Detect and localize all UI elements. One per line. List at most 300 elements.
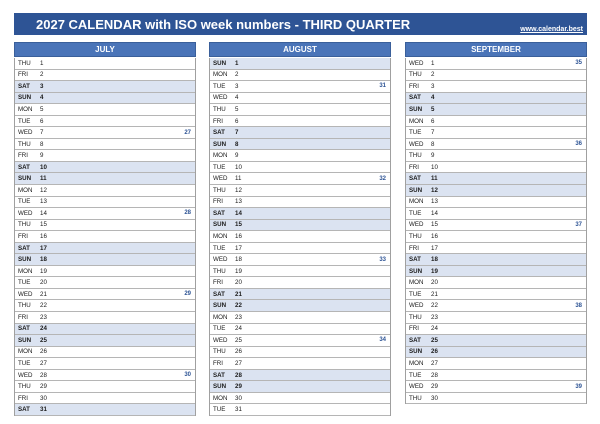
day-row — [406, 197, 586, 209]
weekday-label: MON — [18, 186, 33, 194]
day-row — [210, 404, 390, 416]
day-row — [210, 393, 390, 405]
day-number: 2 — [431, 71, 435, 79]
day-row — [406, 81, 586, 93]
day-number: 15 — [40, 221, 47, 229]
weekday-label: WED — [409, 302, 424, 310]
day-row — [210, 347, 390, 359]
day-number: 3 — [431, 82, 435, 90]
day-number: 18 — [235, 256, 242, 264]
day-row — [406, 335, 586, 347]
weekday-label: SAT — [409, 175, 421, 183]
day-row — [406, 254, 586, 266]
day-row — [15, 197, 195, 209]
day-number: 11 — [431, 175, 438, 183]
weekday-label: FRI — [409, 244, 419, 252]
day-number: 18 — [431, 256, 438, 264]
weekday-label: MON — [18, 348, 33, 356]
weekday-label: FRI — [409, 325, 419, 333]
iso-week-number: 38 — [575, 302, 582, 309]
day-number: 20 — [235, 279, 242, 287]
weekday-label: TUE — [409, 371, 422, 379]
day-row — [406, 300, 586, 312]
weekday-label: WED — [18, 129, 33, 137]
day-row — [210, 358, 390, 370]
weekday-label: WED — [18, 209, 33, 217]
weekday-label: TUE — [213, 406, 226, 414]
iso-week-number: 32 — [379, 175, 386, 182]
day-row — [15, 231, 195, 243]
day-row — [406, 220, 586, 232]
iso-week-number: 37 — [575, 221, 582, 228]
iso-week-number: 27 — [184, 129, 191, 136]
day-row — [406, 162, 586, 174]
day-row — [210, 381, 390, 393]
weekday-label: WED — [213, 94, 228, 102]
day-row — [406, 324, 586, 336]
day-row — [210, 220, 390, 232]
day-number: 3 — [40, 82, 44, 90]
day-number: 28 — [431, 371, 438, 379]
day-row — [210, 185, 390, 197]
weekday-label: FRI — [409, 163, 419, 171]
iso-week-number: 33 — [379, 256, 386, 263]
weekday-label: SUN — [409, 105, 423, 113]
iso-week-number: 30 — [184, 372, 191, 379]
day-list — [14, 58, 196, 416]
day-row — [210, 300, 390, 312]
day-row — [15, 70, 195, 82]
iso-week-number: 36 — [575, 141, 582, 148]
weekday-label: MON — [213, 71, 228, 79]
weekday-label: SAT — [213, 371, 225, 379]
weekday-label: FRI — [409, 82, 419, 90]
iso-week-number: 29 — [184, 291, 191, 298]
day-row — [15, 370, 195, 382]
weekday-label: FRI — [18, 313, 28, 321]
weekday-label: WED — [409, 59, 424, 67]
day-number: 16 — [235, 232, 242, 240]
day-row — [15, 289, 195, 301]
day-number: 31 — [235, 406, 242, 414]
day-row — [406, 127, 586, 139]
day-row — [210, 104, 390, 116]
day-number: 17 — [40, 244, 47, 252]
day-row — [15, 312, 195, 324]
weekday-label: SUN — [18, 94, 32, 102]
weekday-label: THU — [409, 232, 422, 240]
day-row — [210, 243, 390, 255]
day-number: 21 — [40, 290, 47, 298]
day-number: 25 — [431, 336, 438, 344]
day-row — [15, 347, 195, 359]
day-number: 14 — [431, 209, 438, 217]
day-number: 29 — [40, 383, 47, 391]
day-row — [15, 208, 195, 220]
weekday-label: SAT — [18, 244, 30, 252]
day-row — [210, 150, 390, 162]
weekday-label: SAT — [18, 163, 30, 171]
day-row — [15, 116, 195, 128]
day-number: 26 — [235, 348, 242, 356]
day-number: 25 — [235, 336, 242, 344]
iso-week-number: 28 — [184, 210, 191, 217]
day-row — [406, 185, 586, 197]
weekday-label: SUN — [213, 59, 227, 67]
day-row — [406, 231, 586, 243]
day-row — [210, 116, 390, 128]
day-row — [210, 231, 390, 243]
weekday-label: SAT — [213, 209, 225, 217]
day-number: 5 — [40, 105, 44, 113]
day-row — [406, 173, 586, 185]
day-row — [406, 312, 586, 324]
day-number: 10 — [431, 163, 438, 171]
day-number: 12 — [40, 186, 47, 194]
day-row — [210, 289, 390, 301]
day-row — [210, 254, 390, 266]
day-row — [406, 347, 586, 359]
day-number: 4 — [235, 94, 239, 102]
day-number: 1 — [235, 59, 239, 67]
weekday-label: MON — [409, 359, 424, 367]
weekday-label: WED — [18, 290, 33, 298]
day-number: 4 — [40, 94, 44, 102]
weekday-label: SAT — [18, 325, 30, 333]
weekday-label: THU — [18, 221, 31, 229]
day-row — [406, 93, 586, 105]
weekday-label: FRI — [18, 394, 28, 402]
weekday-label: SUN — [213, 221, 227, 229]
day-row — [15, 150, 195, 162]
day-number: 24 — [235, 325, 242, 333]
day-number: 8 — [40, 140, 44, 148]
day-number: 21 — [431, 290, 438, 298]
day-row — [210, 70, 390, 82]
day-number: 30 — [431, 394, 438, 402]
day-number: 24 — [40, 325, 47, 333]
day-row — [15, 335, 195, 347]
day-number: 11 — [40, 175, 47, 183]
weekday-label: WED — [213, 175, 228, 183]
day-number: 5 — [235, 105, 239, 113]
day-number: 29 — [235, 383, 242, 391]
weekday-label: WED — [213, 336, 228, 344]
day-number: 1 — [431, 59, 435, 67]
day-row — [210, 93, 390, 105]
day-row — [15, 404, 195, 416]
day-number: 7 — [235, 129, 239, 137]
day-row — [210, 312, 390, 324]
day-number: 18 — [40, 256, 47, 264]
weekday-label: THU — [18, 383, 31, 391]
day-row — [406, 277, 586, 289]
day-row — [406, 116, 586, 128]
day-number: 19 — [40, 267, 47, 275]
weekday-label: MON — [18, 105, 33, 113]
day-number: 27 — [235, 359, 242, 367]
weekday-label: THU — [18, 302, 31, 310]
weekday-label: TUE — [213, 82, 226, 90]
month-title: JULY — [14, 42, 196, 57]
weekday-label: FRI — [213, 117, 223, 125]
weekday-label: SAT — [18, 406, 30, 414]
day-row — [406, 266, 586, 278]
weekday-label: MON — [213, 232, 228, 240]
day-row — [210, 162, 390, 174]
day-number: 26 — [40, 348, 47, 356]
day-row — [15, 58, 195, 70]
day-number: 6 — [235, 117, 239, 125]
day-row — [210, 324, 390, 336]
month-column-july — [14, 42, 196, 416]
weekday-label: THU — [409, 71, 422, 79]
weekday-label: SAT — [213, 129, 225, 137]
day-number: 11 — [235, 175, 242, 183]
day-number: 12 — [235, 186, 242, 194]
day-number: 17 — [235, 244, 242, 252]
weekday-label: SAT — [213, 290, 225, 298]
weekday-label: SUN — [409, 186, 423, 194]
day-row — [406, 139, 586, 151]
day-row — [15, 324, 195, 336]
day-row — [210, 127, 390, 139]
weekday-label: THU — [213, 105, 226, 113]
day-number: 16 — [40, 232, 47, 240]
day-row — [406, 150, 586, 162]
weekday-label: MON — [213, 313, 228, 321]
day-row — [210, 370, 390, 382]
weekday-label: FRI — [213, 279, 223, 287]
month-column-september — [405, 42, 587, 404]
weekday-label: FRI — [213, 359, 223, 367]
weekday-label: SUN — [213, 302, 227, 310]
day-number: 25 — [40, 336, 47, 344]
weekday-label: TUE — [213, 244, 226, 252]
weekday-label: SAT — [409, 94, 421, 102]
weekday-label: MON — [409, 279, 424, 287]
day-number: 10 — [235, 163, 242, 171]
day-row — [406, 393, 586, 405]
iso-week-number: 31 — [379, 83, 386, 90]
day-number: 7 — [431, 129, 435, 137]
weekday-label: FRI — [213, 198, 223, 206]
day-row — [406, 208, 586, 220]
weekday-label: TUE — [18, 359, 31, 367]
day-number: 26 — [431, 348, 438, 356]
weekday-label: TUE — [409, 129, 422, 137]
day-number: 22 — [235, 302, 242, 310]
day-row — [210, 208, 390, 220]
day-number: 23 — [40, 313, 47, 321]
weekday-label: SUN — [18, 256, 32, 264]
day-row — [15, 358, 195, 370]
day-row — [15, 266, 195, 278]
day-row — [15, 254, 195, 266]
day-number: 22 — [431, 302, 438, 310]
weekday-label: SUN — [213, 140, 227, 148]
day-number: 14 — [235, 209, 242, 217]
weekday-label: FRI — [18, 152, 28, 160]
day-row — [15, 139, 195, 151]
weekday-label: TUE — [213, 325, 226, 333]
day-number: 20 — [40, 279, 47, 287]
weekday-label: THU — [213, 348, 226, 356]
day-number: 9 — [235, 152, 239, 160]
day-row — [210, 139, 390, 151]
weekday-label: TUE — [213, 163, 226, 171]
day-number: 3 — [235, 82, 239, 90]
weekday-label: TUE — [18, 117, 31, 125]
weekday-label: SUN — [409, 348, 423, 356]
day-number: 13 — [235, 198, 242, 206]
day-number: 5 — [431, 105, 435, 113]
day-row — [15, 173, 195, 185]
day-number: 27 — [40, 359, 47, 367]
month-title: SEPTEMBER — [405, 42, 587, 57]
day-row — [406, 58, 586, 70]
day-row — [15, 277, 195, 289]
day-row — [15, 104, 195, 116]
day-number: 9 — [40, 152, 44, 160]
weekday-label: WED — [18, 371, 33, 379]
day-row — [406, 70, 586, 82]
day-number: 15 — [431, 221, 438, 229]
day-number: 20 — [431, 279, 438, 287]
day-row — [15, 220, 195, 232]
iso-week-number: 35 — [575, 60, 582, 67]
day-number: 23 — [431, 313, 438, 321]
day-number: 12 — [431, 186, 438, 194]
weekday-label: MON — [213, 152, 228, 160]
day-number: 1 — [40, 59, 44, 67]
weekday-label: WED — [409, 221, 424, 229]
day-number: 13 — [40, 198, 47, 206]
day-number: 6 — [40, 117, 44, 125]
weekday-label: TUE — [18, 198, 31, 206]
weekday-label: SUN — [18, 336, 32, 344]
weekday-label: MON — [18, 267, 33, 275]
weekday-label: THU — [18, 59, 31, 67]
day-number: 9 — [431, 152, 435, 160]
day-row — [15, 185, 195, 197]
day-row — [15, 127, 195, 139]
day-row — [406, 381, 586, 393]
weekday-label: FRI — [18, 71, 28, 79]
website-link[interactable]: www.calendar.best — [520, 26, 583, 33]
day-row — [15, 93, 195, 105]
day-list — [405, 58, 587, 404]
day-row — [15, 81, 195, 93]
day-row — [210, 81, 390, 93]
day-row — [406, 289, 586, 301]
day-row — [15, 381, 195, 393]
day-number: 23 — [235, 313, 242, 321]
day-row — [406, 243, 586, 255]
weekday-label: WED — [409, 140, 424, 148]
day-row — [210, 197, 390, 209]
weekday-label: TUE — [18, 279, 31, 287]
day-number: 2 — [40, 71, 44, 79]
day-row — [406, 370, 586, 382]
weekday-label: SAT — [18, 82, 30, 90]
day-number: 28 — [40, 371, 47, 379]
weekday-label: THU — [409, 313, 422, 321]
weekday-label: FRI — [18, 232, 28, 240]
iso-week-number: 34 — [379, 337, 386, 344]
weekday-label: THU — [213, 186, 226, 194]
day-number: 22 — [40, 302, 47, 310]
month-title: AUGUST — [209, 42, 391, 57]
day-row — [210, 266, 390, 278]
weekday-label: MON — [409, 117, 424, 125]
day-number: 31 — [40, 406, 47, 414]
day-number: 27 — [431, 359, 438, 367]
day-number: 29 — [431, 383, 438, 391]
weekday-label: SAT — [409, 336, 421, 344]
weekday-label: TUE — [409, 209, 422, 217]
day-number: 21 — [235, 290, 242, 298]
month-column-august — [209, 42, 391, 416]
day-list — [209, 58, 391, 416]
weekday-label: WED — [213, 256, 228, 264]
day-number: 6 — [431, 117, 435, 125]
day-number: 19 — [235, 267, 242, 275]
day-number: 28 — [235, 371, 242, 379]
day-row — [406, 358, 586, 370]
weekday-label: MON — [409, 198, 424, 206]
day-row — [210, 58, 390, 70]
day-number: 24 — [431, 325, 438, 333]
day-number: 10 — [40, 163, 47, 171]
day-number: 8 — [235, 140, 239, 148]
weekday-label: TUE — [409, 290, 422, 298]
day-row — [15, 300, 195, 312]
day-number: 8 — [431, 140, 435, 148]
day-number: 15 — [235, 221, 242, 229]
weekday-label: THU — [409, 152, 422, 160]
weekday-label: SUN — [18, 175, 32, 183]
weekday-label: SAT — [409, 256, 421, 264]
day-row — [210, 173, 390, 185]
day-row — [15, 162, 195, 174]
day-number: 4 — [431, 94, 435, 102]
weekday-label: THU — [213, 267, 226, 275]
weekday-label: THU — [18, 140, 31, 148]
day-number: 19 — [431, 267, 438, 275]
day-number: 2 — [235, 71, 239, 79]
day-number: 14 — [40, 209, 47, 217]
day-number: 30 — [235, 394, 242, 402]
day-number: 30 — [40, 394, 47, 402]
day-number: 13 — [431, 198, 438, 206]
page-title: 2027 CALENDAR with ISO week numbers - THIRD QUARTER — [36, 16, 411, 32]
day-row — [406, 104, 586, 116]
day-number: 7 — [40, 129, 44, 137]
day-row — [210, 277, 390, 289]
weekday-label: SUN — [409, 267, 423, 275]
day-number: 17 — [431, 244, 438, 252]
day-number: 16 — [431, 232, 438, 240]
weekday-label: MON — [213, 394, 228, 402]
weekday-label: THU — [409, 394, 422, 402]
page-header — [14, 13, 587, 35]
day-row — [210, 335, 390, 347]
day-row — [15, 393, 195, 405]
day-row — [15, 243, 195, 255]
weekday-label: WED — [409, 383, 424, 391]
weekday-label: SUN — [213, 383, 227, 391]
